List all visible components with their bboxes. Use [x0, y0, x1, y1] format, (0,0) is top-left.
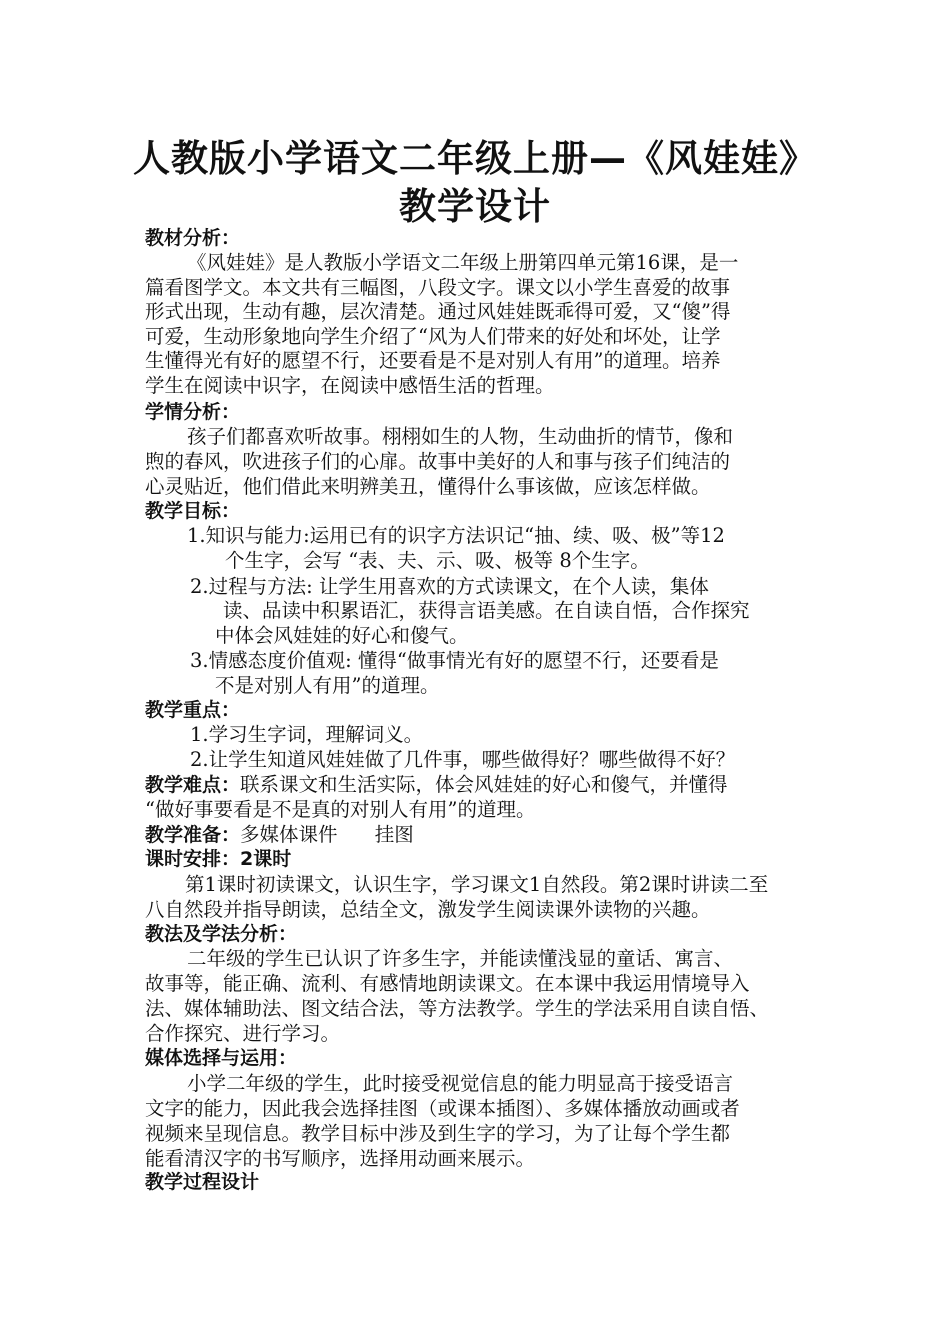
goals-line-6: 3.情感态度价值观: 懂得“做事情光有好的愿望不行，还要看是: [190, 649, 719, 672]
section-heading-key-points: 教学重点：: [145, 699, 241, 721]
section-heading-media: 媒体选择与运用：: [145, 1047, 298, 1069]
preparation-text: 多媒体课件 挂图: [240, 823, 414, 846]
goals-line-1: 1.知识与能力:运用已有的识字方法识记“抽、续、吸、极”等12: [187, 524, 725, 547]
methods-line-1: 二年级的学生已认识了许多生字，并能读懂浅显的童话、寓言、: [187, 947, 734, 970]
material-line-2: 篇看图学文。本文共有三幅图，八段文字。课文以小学生喜爱的故事: [145, 276, 731, 299]
preparation-line: [145, 822, 414, 848]
material-line-4: 可爱，生动形象地向学生介绍了“风为人们带来的好处和坏处，让学: [145, 325, 721, 348]
document-title-line-2: 教学设计: [399, 185, 551, 228]
section-heading-goals: 教学目标：: [145, 500, 241, 522]
section-heading-difficulty: 教学难点：: [145, 774, 241, 796]
difficulty-line-2: “做好事要看是不是真的对别人有用”的道理。: [145, 798, 536, 821]
section-heading-material: 教材分析：: [145, 227, 241, 249]
media-line-1: 小学二年级的学生，此时接受视觉信息的能力明显高于接受语言: [187, 1072, 734, 1095]
document-title-line-1: 人教版小学语文二年级上册—《风娃娃》: [133, 137, 817, 180]
difficulty-line-1: [145, 772, 728, 798]
key-points-line-2: 2.让学生知道风娃娃做了几件事，哪些做得好？哪些做得不好？: [190, 748, 736, 771]
media-line-4: 能看清汉字的书写顺序，选择用动画来展示。: [145, 1147, 536, 1170]
section-heading-process: 教学过程设计: [145, 1171, 260, 1193]
methods-line-4: 合作探究、进行学习。: [145, 1022, 341, 1045]
goals-line-5: 中体会风娃娃的好心和傻气。: [215, 624, 469, 647]
students-line-2: 煦的春风，吹进孩子们的心扉。故事中美好的人和事与孩子们纯洁的: [145, 450, 731, 473]
goals-line-7: 不是对别人有用”的道理。: [215, 674, 440, 697]
key-points-line-1: 1.学习生字词，理解词义。: [190, 723, 424, 746]
material-line-1: 《风娃娃》是人教版小学语文二年级上册第四单元第16课，是一: [187, 251, 739, 274]
methods-line-3: 法、媒体辅助法、图文结合法，等方法教学。学生的学法采用自读自悟、: [145, 997, 770, 1020]
goals-line-3: 2.过程与方法: 让学生用喜欢的方式读课文，在个人读，集体: [190, 575, 709, 598]
section-heading-schedule: 课时安排：2课时: [145, 848, 292, 870]
section-heading-preparation: 教学准备：: [145, 824, 241, 846]
methods-line-2: 故事等，能正确、流利、有感情地朗读课文。在本课中我运用情境导入: [145, 972, 750, 995]
material-line-6: 学生在阅读中识字，在阅读中感悟生活的哲理。: [145, 374, 555, 397]
schedule-line-1: 第1课时初读课文，认识生字，学习课文1自然段。第2课时讲读二至: [185, 873, 769, 896]
section-heading-students: 学情分析：: [145, 401, 241, 423]
students-line-3: 心灵贴近，他们借此来明辨美丑，懂得什么事该做，应该怎样做。: [145, 475, 711, 498]
goals-line-2: 个生字，会写 “表、夫、示、吸、极等 8个生字。: [225, 549, 650, 572]
media-line-2: 文字的能力，因此我会选择挂图（或课本插图）、多媒体播放动画或者: [145, 1097, 740, 1120]
schedule-line-2: 八自然段并指导朗读，总结全文，激发学生阅读课外读物的兴趣。: [145, 898, 711, 921]
difficulty-text: 联系课文和生活实际，体会风娃娃的好心和傻气，并懂得: [240, 773, 728, 796]
material-line-5: 生懂得光有好的愿望不行，还要看是不是对别人有用”的道理。培养: [145, 349, 721, 372]
goals-line-4: 读、品读中积累语汇，获得言语美感。在自读自悟，合作探究: [223, 599, 750, 622]
material-line-3: 形式出现，生动有趣，层次清楚。通过风娃娃既乖得可爱，又“傻”得: [145, 300, 731, 323]
section-heading-methods: 教法及学法分析：: [145, 923, 298, 945]
media-line-3: 视频来呈现信息。教学目标中涉及到生字的学习，为了让每个学生都: [145, 1122, 731, 1145]
students-line-1: 孩子们都喜欢听故事。栩栩如生的人物，生动曲折的情节，像和: [187, 425, 734, 448]
